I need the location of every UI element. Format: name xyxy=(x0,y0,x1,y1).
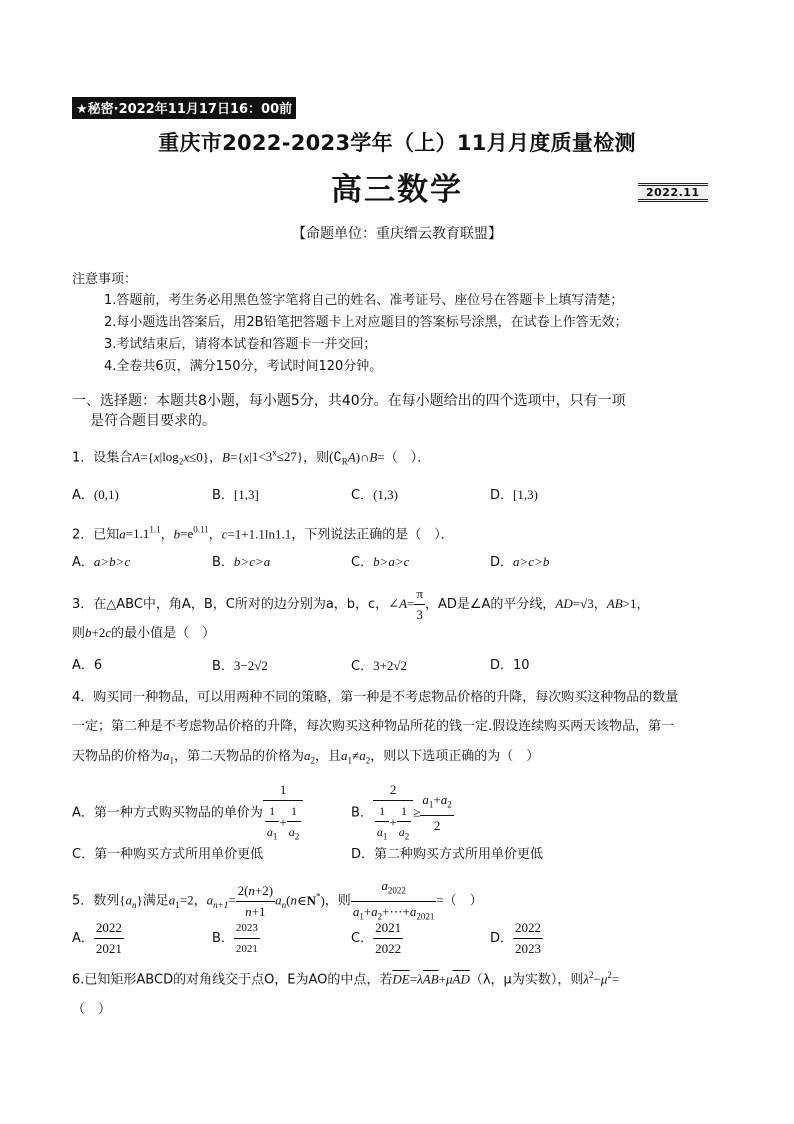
q4-option-c: C．第一种购买方式所用单价更低 xyxy=(72,847,264,862)
section-heading: 一、选择题：本题共8小题，每小题5分，共40分。在每小题给出的四个选项中，只有一项 是符合题目要求的。 xyxy=(72,393,626,429)
q5-option-d: D． $\frac{2022}{2023}$ xyxy=(490,920,542,956)
author-unit: 【命题单位：重庆缙云教育联盟】 xyxy=(292,226,502,242)
question-5: 5．数列$\{a_n\}$满足$a_1=2$，$a_{n+1}=$ $\frac{2(n+2)}{n+1}$ $a_n(n\in N^*)$，则 $\frac{a_{2022}}{a_1+a_2+\cdots+a_{2021}}$ =（ ） xyxy=(72,878,483,922)
confidential-tag: ★秘密·2022年11月17日16：00前 xyxy=(72,97,296,119)
q3-option-a: A．6 xyxy=(72,658,103,673)
q4-option-b: B． 2 $\frac{1}{a_1}$ + $\frac{1}{a_2}$ ≥ $\frac{a_1+a_2}{2}$ xyxy=(351,782,452,842)
q4-option-d: D．第二种购买方式所用单价更低 xyxy=(351,847,544,862)
q2-option-a: A．a>b>c xyxy=(72,554,131,570)
q5-option-b: B． $\frac{2023}{2021}$ xyxy=(212,918,332,959)
exam-subject: 高三数学 xyxy=(331,172,463,208)
q1-option-a: A．(0,1) xyxy=(72,487,119,503)
date-badge: 2022.11 xyxy=(638,183,708,202)
q1-option-b: B．[1,3] xyxy=(212,487,259,503)
question-2: 2．已知$a=1.1^{1.1}$，$b=e^{0.11}$，c=1+1.1ln1.1，下列说法正确的是（ ）． xyxy=(72,525,454,543)
q5-option-a: A． $\frac{2022}{2021}$ xyxy=(72,920,122,956)
notice-item: 2.每小题选出答案后，用2B铅笔把答题卡上对应题目的答案标号涂黑，在试卷上作答无效； xyxy=(104,315,628,330)
question-1: 1．设集合$A=\{x|\log_2x\le 0\}$，$B=\{x|1<3^x\le 27\}$，则$(∁_RA)\cap B=$（ ）． xyxy=(72,448,431,467)
question-6: 6.已知矩形ABCD的对角线交于点O，E为AO的中点，若$\overline{DE}=\lambda\overline{AB}+\mu\overline{AD}(\lambda$，μ为实数），则$\lambda^2-\mu^2=$ xyxy=(72,970,620,988)
notice-item: 3.考试结束后，请将本试卷和答题卡一并交回； xyxy=(104,337,377,352)
notice-item: 1.答题前，考生务必用黑色签字笔将自己的姓名、准考证号、座位号在答题卡上填写清楚； xyxy=(104,293,624,308)
notice-item: 4.全卷共6页，满分150分，考试时间120分钟。 xyxy=(104,359,383,374)
q1-option-c: C．(1,3) xyxy=(351,487,398,503)
q3-option-b: B．3−2√2 xyxy=(212,658,268,674)
notice-heading: 注意事项： xyxy=(72,272,138,287)
q2-option-b: B．b>c>a xyxy=(212,554,271,570)
q1-option-d: D．[1,3) xyxy=(490,487,538,503)
exam-title: 重庆市2022-2023学年（上）11月月度质量检测 xyxy=(158,131,636,155)
question-3: 3．在△ABC中，角A，B，C所对的边分别为a，b，c，∠A= $\frac{\pi}{3}$ ，AD是∠A的平分线，AD=√3，AB>1， xyxy=(72,586,650,622)
question-3-line2: 则b+2c的最小值是（ ） xyxy=(72,625,216,641)
q2-option-d: D．a>c>b xyxy=(490,554,550,570)
q3-option-c: C．3+2√2 xyxy=(351,658,408,674)
q2-option-c: C．b>a>c xyxy=(351,554,410,570)
q3-option-d: D．10 xyxy=(490,658,530,673)
q5-option-c: C． $\frac{2021}{2022}$ xyxy=(351,920,402,956)
q4-option-a: A．第一种方式购买物品的单价为 1 $\frac{1}{a_1}$ + $\frac{1}{a_2}$ xyxy=(72,780,352,846)
question-4: 4．购买同一种物品，可以用两种不同的策略，第一种是不考虑物品价格的升降，每次购买这种物品的数量 一定；第二种是不考虑物品价格的升降，每次购买这种物品所花的钱一定.假设连续购买两天该物品，第一 天物品的价格为$a_1$，第二天物品的价格为$a_2$，且$a_1\ne a_2$，则以下选项正确的为（ ） xyxy=(72,690,679,766)
question-6-line2: （ ） xyxy=(72,1002,112,1017)
